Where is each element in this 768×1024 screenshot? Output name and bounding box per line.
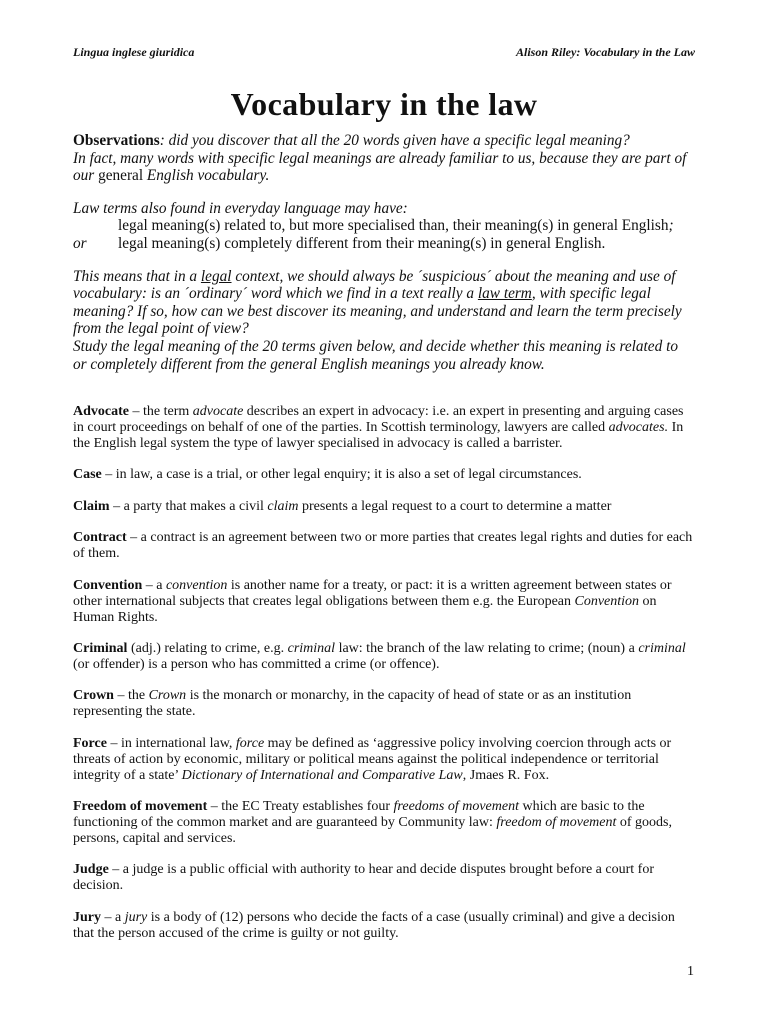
italic-text: In fact, many words with specific legal meanings are already familiar to us, because they are part of our bbox=[73, 149, 687, 185]
italic-text: freedoms of movement bbox=[393, 799, 519, 815]
glossary-entry-claim bbox=[73, 499, 695, 515]
glossary-entry-jury bbox=[73, 910, 695, 942]
glossary-term: Criminal bbox=[73, 641, 128, 657]
definition-text: (adj.) relating to crime, e.g. bbox=[127, 641, 288, 657]
glossary-term: Advocate bbox=[73, 404, 129, 419]
list-marker bbox=[73, 217, 118, 235]
author-document-title: Alison Riley: Vocabulary in the Law bbox=[515, 45, 695, 59]
italic-text: This means that in a bbox=[73, 267, 201, 285]
list-marker: or bbox=[73, 234, 87, 252]
definition-text: – in law, a case is a trial, or other legal enquiry; it is also a set of legal circumstances. bbox=[101, 467, 582, 483]
italic-text: , with specific legal meaning? If so, how can we best discover its meaning, and understand and learn the term precisely from the legal point of view? bbox=[73, 285, 682, 338]
glossary-entry-criminal bbox=[73, 641, 695, 673]
italic-text: advocates. bbox=[608, 419, 669, 435]
intro-block bbox=[73, 268, 695, 374]
definition-text: describes an expert in advocacy: i.e. an expert in presenting and arguing cases in court proceedings on behalf of one of the parties. In Scottish terminology, lawyers are called bbox=[73, 404, 684, 435]
definition-text: on Human Rights. bbox=[73, 593, 657, 625]
definition-text: is another name for a treaty, or pact: it is a written agreement between states or other international subjects that creates legal obligations between them e.g. the European bbox=[73, 577, 672, 609]
glossary-term: Jury bbox=[73, 909, 101, 925]
glossary-entry-case bbox=[73, 467, 695, 483]
glossary-term: Force bbox=[73, 735, 107, 751]
definition-text: presents a legal request to a court to determine a matter bbox=[298, 498, 612, 514]
definition-text: (or offender) is a person who has committed a crime (or offence). bbox=[73, 656, 440, 672]
definition-text: may be defined as ‘aggressive policy involving coercion through acts or threats of action by economic, military or political means against the political independence or territorial integrity of a state’ bbox=[73, 735, 672, 783]
running-header bbox=[73, 44, 695, 60]
observations-section bbox=[73, 132, 695, 388]
italic-text: convention bbox=[165, 577, 228, 593]
intro-paragraph bbox=[73, 132, 695, 150]
italic-text: : did you discover that all the 20 words given have a specific legal meaning? bbox=[159, 132, 630, 149]
glossary-term: Judge bbox=[73, 862, 109, 878]
definition-text: , Jmaes R. Fox. bbox=[462, 767, 550, 783]
glossary-term: Claim bbox=[73, 498, 110, 514]
glossary-term: Freedom of movement bbox=[73, 799, 208, 815]
definition-text: is a body of (12) persons who decide the facts of a case (usually criminal) and give a decision that the person accused of the crime is guilty or not guilty. bbox=[73, 909, 675, 941]
italic-text: Dictionary of International and Comparative Law bbox=[181, 767, 463, 783]
italic-text: force bbox=[235, 735, 265, 751]
italic-text: jury bbox=[124, 909, 148, 925]
page-number: 1 bbox=[687, 964, 694, 979]
definition-text: – the EC Treaty establishes four bbox=[207, 799, 394, 815]
list-item bbox=[73, 217, 695, 235]
definition-text: law: the branch of the law relating to crime; (noun) a bbox=[335, 641, 639, 657]
intro-paragraph bbox=[73, 200, 695, 218]
intro-paragraph bbox=[73, 150, 695, 185]
italic-text: context, we should always be ´suspicious´ about the meaning and use of vocabulary: is an ´ordinary´ word which we find in a text really a bbox=[73, 267, 676, 303]
intro-block bbox=[73, 200, 695, 253]
definition-text: – the bbox=[113, 688, 149, 704]
text-run: legal meaning(s) related to, but more specialised than, their meaning(s) in general English bbox=[118, 217, 669, 235]
definition-text: of goods, persons, capital and services. bbox=[73, 815, 673, 846]
text-run: legal meaning(s) completely different from their meaning(s) in general English. bbox=[118, 234, 606, 252]
intro-paragraph bbox=[73, 268, 695, 338]
definition-text: – a judge is a public official with authority to hear and decide disputes brought before a court for decision. bbox=[73, 862, 654, 894]
italic-text: freedom of movement bbox=[496, 815, 617, 831]
definition-text: – the term bbox=[129, 404, 193, 419]
page-title: Vocabulary in the law bbox=[230, 86, 538, 122]
definition-text: – a contract is an agreement between two or more parties that creates legal rights and duties for each of them. bbox=[73, 530, 693, 562]
definition-text: – a bbox=[142, 577, 166, 593]
glossary-entry-advocate bbox=[73, 404, 695, 452]
glossary-term: Convention bbox=[73, 577, 143, 593]
definition-text: – in international law, bbox=[106, 735, 236, 751]
list-item-text bbox=[118, 235, 695, 253]
list-item bbox=[73, 235, 695, 253]
list-item-text bbox=[118, 217, 695, 235]
italic-text: ; bbox=[668, 217, 674, 235]
glossary-list bbox=[73, 404, 695, 957]
bold-label: Observations bbox=[73, 132, 160, 149]
italic-text: Law terms also found in everyday language may have: bbox=[73, 199, 408, 217]
definition-text: – a bbox=[101, 909, 125, 925]
course-title: Lingua inglese giuridica bbox=[73, 45, 195, 59]
italic-text: advocate bbox=[192, 404, 244, 419]
italic-text: Convention bbox=[574, 593, 640, 609]
italic-text: Crown bbox=[148, 688, 187, 704]
underlined-term: law term bbox=[477, 285, 532, 303]
italic-text: English vocabulary. bbox=[146, 167, 270, 185]
text-run: general bbox=[98, 167, 147, 185]
intro-block bbox=[73, 132, 695, 185]
definition-text: is the monarch or monarchy, in the capacity of head of state or as an institution representing the state. bbox=[73, 688, 632, 720]
glossary-term: Case bbox=[73, 467, 102, 483]
italic-text: Study the legal meaning of the 20 terms given below, and decide whether this meaning is related to or completely different from the general English meanings you already know. bbox=[73, 337, 678, 373]
glossary-entry-force bbox=[73, 736, 695, 784]
glossary-entry-freedom-of-movement bbox=[73, 799, 695, 847]
italic-text: criminal bbox=[287, 641, 336, 657]
glossary-entry-judge bbox=[73, 862, 695, 894]
definition-text: which are basic to the functioning of the common market and are guaranteed by Community law: bbox=[73, 799, 645, 831]
italic-text: criminal bbox=[638, 641, 686, 657]
glossary-entry-crown bbox=[73, 688, 695, 720]
underlined-term: legal bbox=[200, 267, 232, 285]
glossary-entry-contract bbox=[73, 530, 695, 562]
intro-paragraph bbox=[73, 338, 695, 373]
glossary-term: Crown bbox=[73, 688, 114, 704]
italic-text: claim bbox=[267, 498, 299, 514]
glossary-entry-convention bbox=[73, 578, 695, 626]
definition-text: In the English legal system the type of lawyer specialised in advocacy is called a barrister. bbox=[73, 419, 684, 451]
definition-text: – a party that makes a civil bbox=[109, 498, 268, 514]
glossary-term: Contract bbox=[73, 530, 127, 546]
